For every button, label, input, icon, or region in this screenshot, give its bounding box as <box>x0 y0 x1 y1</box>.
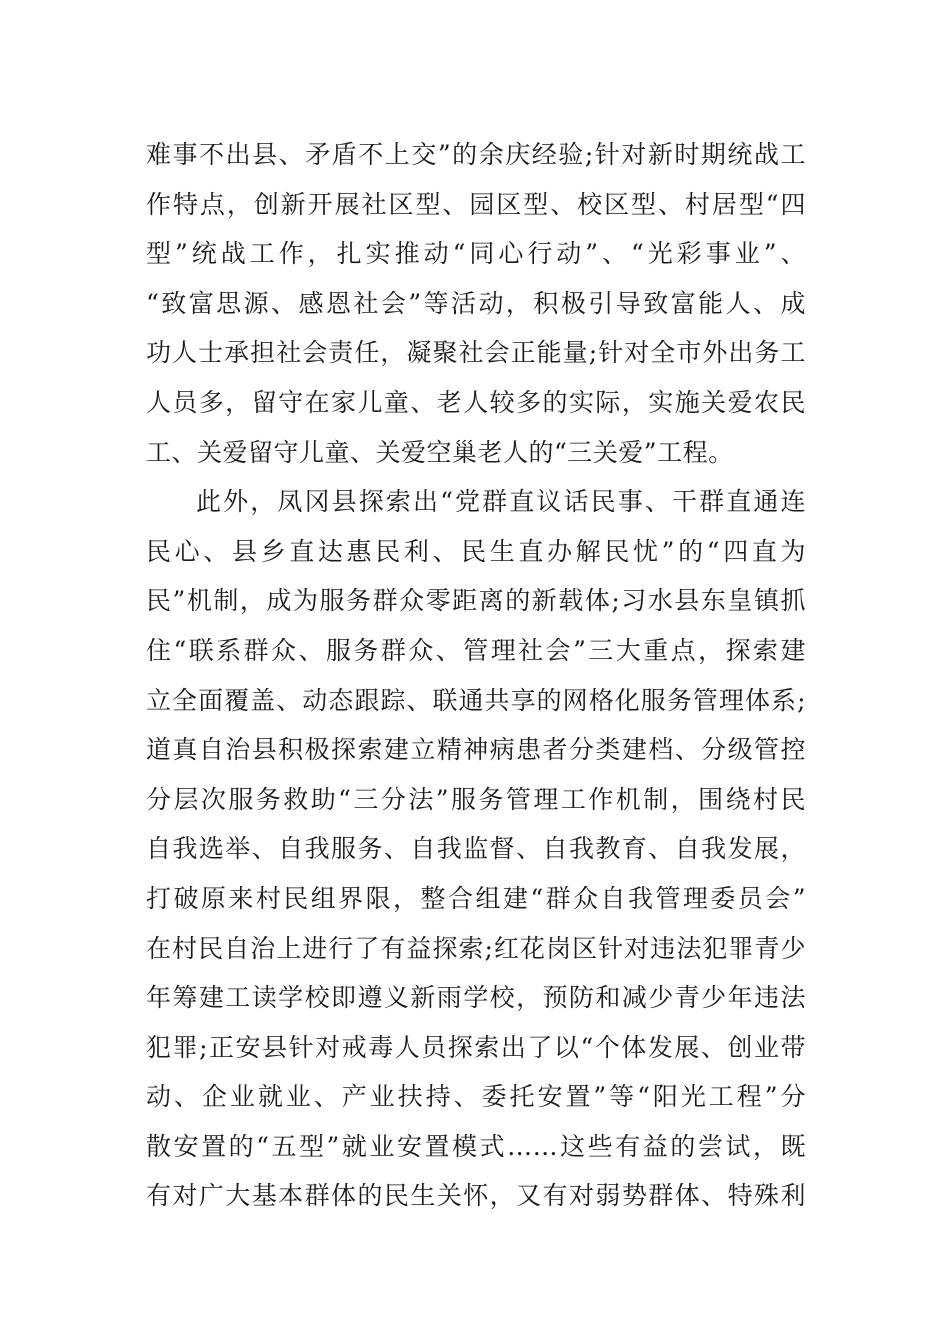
text-line: 立全面覆盖、动态跟踪、联通共享的网格化服务管理体系; <box>146 685 806 715</box>
text-line: 工、关爱留守儿童、关爱空巢老人的“三关爱”工程。 <box>146 437 734 467</box>
body-text <box>146 130 806 1221</box>
text-line: 难事不出县、矛盾不上交”的余庆经验;针对新时期统战工 <box>146 140 806 169</box>
text-line: 在村民自治上进行了有益探索;红花岗区针对违法犯罪青少 <box>146 933 806 963</box>
text-line: 散安置的“五型”就业安置模式……这些有益的尝试，既 <box>146 1131 806 1161</box>
text-line: 有对广大基本群体的民生关怀，又有对弱势群体、特殊利 <box>146 1181 806 1211</box>
text-line: 人员多，留守在家儿童、老人较多的实际，实施关爱农民 <box>146 387 806 417</box>
text-line: 分层次服务救助“三分法”服务管理工作机制，围绕村民 <box>146 784 806 814</box>
text-line: 打破原来村民组界限，整合组建“群众自我管理委员会” <box>146 883 806 913</box>
text-line: 自我选举、自我服务、自我监督、自我教育、自我发展， <box>146 834 806 864</box>
text-line: 民”机制，成为服务群众零距离的新载体;习水县东皇镇抓 <box>146 586 806 616</box>
text-line: 作特点，创新开展社区型、园区型、校区型、村居型“四 <box>146 189 806 219</box>
text-line: 犯罪;正安县针对戒毒人员探索出了以“个体发展、创业带 <box>146 1032 806 1062</box>
text-line: 年筹建工读学校即遵义新雨学校，预防和减少青少年违法 <box>146 983 806 1013</box>
text-line: 住“联系群众、服务群众、管理社会”三大重点，探索建 <box>146 635 806 665</box>
text-line: 功人士承担社会责任，凝聚社会正能量;针对全市外出务工 <box>146 338 806 368</box>
text-line: 道真自治县积极探索建立精神病患者分类建档、分级管控 <box>146 735 806 765</box>
text-line: 民心、县乡直达惠民利、民生直办解民忧”的“四直为 <box>146 536 806 566</box>
text-line: 动、企业就业、产业扶持、委托安置”等“阳光工程”分 <box>146 1082 806 1112</box>
text-line: “致富思源、感恩社会”等活动，积极引导致富能人、成 <box>146 288 806 318</box>
paragraph-first-line: 此外，凤冈县探索出“党群直议话民事、干群直通连 <box>196 487 806 517</box>
text-line: 型”统战工作，扎实推动“同心行动”、“光彩事业”、 <box>146 239 806 269</box>
